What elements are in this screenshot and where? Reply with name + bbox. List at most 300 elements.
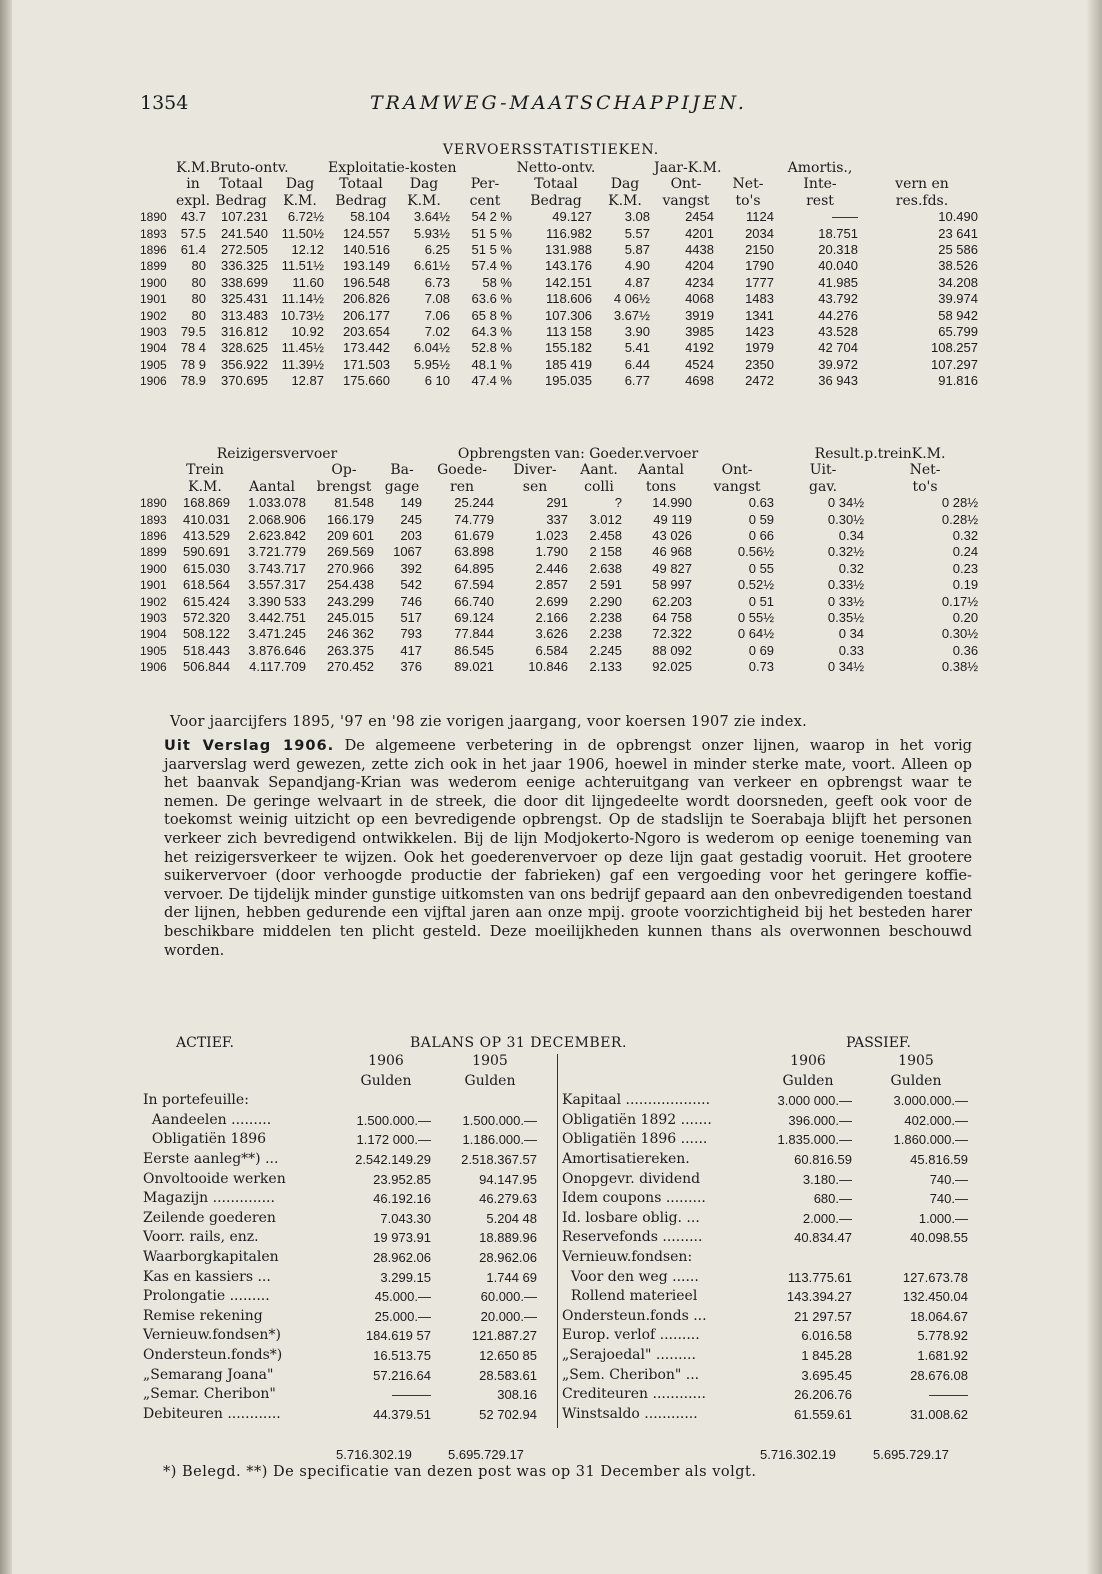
table2-header-cell: Uit-: [809, 462, 837, 479]
table1-cell: 2150: [745, 242, 774, 258]
table1-header-cell: Exploitatie-kosten: [328, 160, 457, 176]
table2-header-cell: Ont-: [721, 462, 753, 479]
table1-cell: 131.988: [545, 242, 592, 258]
table2-header-cell: Diver-: [513, 462, 557, 479]
table1-cell: 6.44: [624, 356, 650, 372]
table2-cell: 0 69: [748, 642, 775, 658]
table1-header-cell: Inte-: [803, 176, 837, 193]
balance-row: [562, 1248, 974, 1268]
balance-row: [562, 1170, 974, 1190]
table1-cell: 206.826: [343, 291, 390, 307]
balance-amount: 21 297.57: [794, 1308, 852, 1324]
balance-item: Prolongatie .........: [143, 1288, 270, 1305]
balance-item: Idem coupons .........: [562, 1190, 706, 1207]
table1-header-cell: [862, 160, 982, 176]
balance-row: [562, 1307, 974, 1327]
balance-amount: 2.542.149.29: [355, 1151, 431, 1167]
balance-item: Kapitaal ...................: [562, 1092, 711, 1109]
table1-cell: 272.505: [221, 242, 268, 258]
table1-cell: 25 586: [938, 242, 978, 258]
table2-cell: 6.584: [535, 642, 569, 658]
table2-cell: 166.179: [327, 511, 375, 527]
balance-item: Magazijn ..............: [143, 1190, 275, 1207]
table2-cell: 149: [400, 495, 423, 511]
balance-amount: 45.000.—: [374, 1289, 431, 1305]
table2-year: 1896: [140, 529, 167, 544]
table1-header-cell: Bruto-ontv.: [210, 160, 289, 176]
unit-label: Gulden: [360, 1072, 412, 1089]
balance-item: Eerste aanleg**) ...: [143, 1150, 279, 1167]
table1-cell: 1790: [745, 258, 774, 274]
table1-cell: 5.57: [624, 225, 650, 241]
balance-amount: 3.695.45: [801, 1367, 852, 1383]
table2-cell: 67.594: [454, 577, 495, 593]
table1-header-row: [140, 160, 982, 176]
table2-cell: 14.990: [652, 495, 693, 511]
table1-cell: 11.50½: [281, 225, 324, 241]
table1-header-cell: res.fds.: [895, 192, 949, 209]
balance-item: Waarborgkapitalen: [143, 1248, 279, 1265]
balance-row: [562, 1209, 974, 1229]
table1-cell: 3919: [685, 307, 714, 323]
table1-cell: 42 704: [818, 340, 858, 356]
table1-cell: 142.151: [545, 274, 592, 290]
table1-row: [140, 242, 982, 258]
table2-group-header: [140, 446, 982, 462]
table1-year: 1896: [140, 243, 167, 258]
balance-amount: 12.650 85: [479, 1347, 537, 1363]
table1-cell: 171.503: [343, 356, 390, 372]
table2-header-cell: Trein: [186, 462, 224, 479]
balance-amount: 16.513.75: [373, 1347, 431, 1363]
table2-header-cell: ren: [450, 478, 475, 495]
table1-header-cell: Net-: [732, 176, 764, 193]
balance-item: „Semarang Joana": [143, 1366, 274, 1383]
table2-cell: 392: [400, 560, 423, 576]
table1-cell: 4234: [685, 274, 714, 290]
table1-cell: 195.035: [545, 373, 592, 389]
table2-year: 1900: [140, 561, 167, 576]
report-paragraph: [164, 737, 972, 960]
group-result: Result.p.treinK.M.: [814, 446, 946, 462]
balance-row: [143, 1385, 543, 1405]
table1-cell: 12.12: [291, 242, 324, 258]
balance-amount: 1.186.000.—: [462, 1132, 537, 1148]
table1-header-cell: K.M.: [283, 192, 317, 209]
table1-cell: 6.73: [424, 274, 450, 290]
table1-cell: 316.812: [221, 324, 268, 340]
total-passief-1905: 5.695.729.17: [873, 1447, 949, 1462]
table1-cell: 3985: [685, 324, 714, 340]
table1-header-cell: cent: [469, 192, 501, 209]
balance-title: BALANS OP 31 DECEMBER.: [410, 1035, 627, 1051]
balance-amount: 60.000.—: [480, 1289, 537, 1305]
table2-cell: 0 34½: [827, 495, 865, 511]
table2-cell: 270.966: [327, 560, 375, 576]
balance-amount: 680.—: [813, 1191, 852, 1207]
table1-header-cell: K.M.: [608, 192, 642, 209]
table1-cell: 47.4 %: [471, 373, 512, 389]
balance-passief: [562, 1052, 974, 1424]
table1-cell: 57.5: [180, 225, 206, 241]
table2-year: 1904: [140, 627, 167, 642]
table2-row: [140, 495, 982, 511]
balance-item: Voor den weg ......: [562, 1268, 699, 1285]
balance-amount: 402.000.—: [904, 1112, 968, 1128]
balance-amount: 127.673.78: [902, 1269, 968, 1285]
table1-cell: 370.695: [221, 373, 268, 389]
table2-header-cell: Ba-: [390, 462, 414, 479]
balance-item: Remise rekening: [143, 1307, 263, 1324]
balance-row: [562, 1228, 974, 1248]
balance-row: [143, 1326, 543, 1346]
balance-amount: 19 973.91: [373, 1230, 431, 1246]
table2-header-cell: [140, 462, 176, 478]
table1-cell: 51 5 %: [471, 242, 512, 258]
table2-cell: 0 66: [748, 528, 775, 544]
balance-item: In portefeuille:: [143, 1092, 249, 1109]
balance-amount: 2.000.—: [802, 1210, 852, 1226]
running-title: TRAMWEG-MAATSCHAPPIJEN.: [370, 92, 747, 114]
balance-amount: 1.744 69: [486, 1269, 537, 1285]
balance-amount: 2.518.367.57: [461, 1151, 537, 1167]
table2-cell: 243.299: [327, 593, 375, 609]
balance-row: [562, 1130, 974, 1150]
year-1905: 1905: [898, 1053, 934, 1069]
table2-cell: 0.34: [838, 528, 865, 544]
balance-row: [562, 1150, 974, 1170]
table2-cell: 2.638: [589, 560, 623, 576]
balance-amount: 5.204 48: [486, 1210, 537, 1226]
table1-header-cell: Netto-ontv.: [516, 160, 596, 176]
table2-cell: ?: [614, 495, 623, 511]
table1-cell: 5.93½: [413, 225, 450, 241]
table2-cell: 49 119: [653, 511, 693, 527]
table2-cell: 69.124: [454, 610, 495, 626]
table2-row: [140, 544, 982, 560]
balance-amount: 1.000.—: [918, 1210, 968, 1226]
table1-cell: 6.25: [424, 242, 450, 258]
balance-amount: 3.000.000.—: [893, 1093, 968, 1109]
balance-amount: 143.394.27: [786, 1289, 852, 1305]
table1-header-cell: [718, 160, 778, 176]
balance-amount: 23.952.85: [373, 1171, 431, 1187]
table2-year: 1901: [140, 578, 167, 593]
table1-cell: 78 9: [180, 356, 206, 372]
table2-cell: 0.35½: [827, 610, 865, 626]
table1-cell: 18.751: [818, 225, 858, 241]
table2-cell: 3.390 533: [248, 593, 306, 609]
table2-header-cell: Aant.: [580, 462, 618, 479]
balance-item: Id. losbare oblig. ...: [562, 1209, 700, 1226]
table2-cell: 2.238: [589, 626, 623, 642]
table2-cell: 518.443: [183, 642, 230, 658]
table2-cell: 0.19: [952, 577, 979, 593]
table2-cell: 0.32½: [827, 544, 865, 560]
balance-amount: 46.192.16: [373, 1191, 431, 1207]
balance-amount: 57.216.64: [373, 1367, 431, 1383]
group-opbrengsten: Opbrengsten van: Goeder.vervoer: [457, 446, 699, 462]
table1-cell: 49.127: [552, 209, 592, 225]
table1-header-cell: Amortis.,: [787, 160, 853, 176]
balance-amount: 1 845.28: [801, 1347, 852, 1363]
table1-cell: 57.4 %: [471, 258, 512, 274]
balance-item: Winstsaldo ............: [562, 1405, 698, 1422]
table1-header-cell: [140, 193, 176, 209]
table1-cell: 6.72½: [287, 209, 324, 225]
table1-cell: 3.08: [624, 209, 650, 225]
table1-cell: 34.208: [938, 274, 978, 290]
footnote: *) Belegd. **) De specificatie van dezen post was op 31 December als volgt.: [163, 1464, 757, 1480]
table1-cell: 113 158: [545, 324, 592, 340]
balance-row: [143, 1405, 543, 1425]
table2-cell: 3.557.317: [248, 577, 306, 593]
table1-row: [140, 258, 982, 274]
balance-amount: 94.147.95: [479, 1171, 537, 1187]
table2-header-cell: brengst: [316, 478, 372, 495]
table2-cell: 508.122: [183, 626, 230, 642]
table1-cell: 2472: [745, 373, 774, 389]
table1-year: 1899: [140, 259, 167, 274]
balance-row: [143, 1091, 543, 1111]
table1-cell: 116.982: [545, 225, 592, 241]
balance-item: Vernieuw.fondsen*): [143, 1327, 281, 1344]
table1-cell: 20.318: [818, 242, 858, 258]
table2-cell: 2.446: [535, 560, 569, 576]
balance-item: Aandeelen .........: [143, 1111, 272, 1128]
table2-cell: 615.424: [183, 593, 230, 609]
table2-cell: 88 092: [652, 642, 693, 658]
table2-row: [140, 659, 982, 675]
table2-cell: 0 55½: [737, 610, 775, 626]
table1-cell: 4204: [685, 258, 714, 274]
balance-item: Kas en kassiers ...: [143, 1268, 271, 1285]
table2-cell: 0.30½: [941, 626, 979, 642]
table1-year: 1904: [140, 341, 167, 356]
table2-cell: 506.844: [183, 659, 230, 675]
table1-cell: 65 8 %: [471, 307, 512, 323]
table1-cell: 193.149: [343, 258, 390, 274]
balance-amount: 40.834.47: [794, 1230, 852, 1246]
table1-cell: 11.51½: [281, 258, 324, 274]
table1-cell: 61.4: [180, 242, 206, 258]
table1-cell: 39.974: [938, 291, 978, 307]
table1-header-cell: Totaal: [339, 176, 383, 193]
table1-header-cell: vangst: [662, 192, 710, 209]
table2-year: 1903: [140, 611, 167, 626]
table1-cell: 3.67½: [613, 307, 650, 323]
table2-cell: 3.012: [589, 511, 623, 527]
table2-cell: 89.021: [454, 659, 495, 675]
balance-row: [143, 1268, 543, 1288]
table2-cell: 376: [400, 659, 423, 675]
table2-cell: 3.721.779: [248, 544, 306, 560]
table2-cell: 0.63: [748, 495, 775, 511]
table1-cell: 44.276: [818, 307, 858, 323]
table1-cell: 11.39½: [281, 356, 324, 372]
table1-header-cell: Bedrag: [215, 192, 267, 209]
table1-cell: 3.90: [624, 324, 650, 340]
table2-cell: 1.790: [535, 544, 569, 560]
balance-amount: 1.835.000.—: [777, 1132, 852, 1148]
table1-cell: 10.92: [291, 324, 324, 340]
table1-cell: 58 %: [482, 274, 512, 290]
table2-cell: 64 758: [652, 610, 693, 626]
balance-amount: 18.889.96: [479, 1230, 537, 1246]
table1-year: 1893: [140, 226, 167, 241]
balance-row: [143, 1346, 543, 1366]
table1-header-cell: rest: [806, 192, 834, 209]
table2-year: 1905: [140, 643, 167, 658]
unit-row: [562, 1072, 974, 1092]
balance-row: [143, 1209, 543, 1229]
table1-cell: 4698: [685, 373, 714, 389]
table1-year: 1903: [140, 325, 167, 340]
group-reizigers: Reizigersvervoer: [216, 446, 338, 462]
table2-cell: 61.679: [454, 528, 495, 544]
table1-cell: 64.3 %: [471, 324, 512, 340]
balance-row: [143, 1287, 543, 1307]
table2-cell: 2.857: [535, 577, 569, 593]
table2-cell: 0.30½: [827, 511, 865, 527]
table2-cell: 2.238: [589, 610, 623, 626]
table1-cell: 140.516: [343, 242, 390, 258]
table2-year: 1899: [140, 545, 167, 560]
table2-header-cell: to's: [912, 478, 938, 495]
table1-cell: 38.526: [938, 258, 978, 274]
table1-row: [140, 340, 982, 356]
table1-cell: 3.64½: [413, 209, 450, 225]
table2-header-cell: gage: [384, 478, 420, 495]
balance-item: Zeilende goederen: [143, 1209, 276, 1226]
year-1905: 1905: [472, 1053, 508, 1069]
table1-row: [140, 226, 982, 242]
table1-year: 1890: [140, 210, 167, 225]
balance-amount: 6.016.58: [801, 1328, 852, 1344]
balance-row: [562, 1189, 974, 1209]
balance-amount: 132.450.04: [902, 1289, 968, 1305]
table2-cell: 417: [400, 642, 423, 658]
table2-cell: 2.166: [535, 610, 569, 626]
table1-cell: 185 419: [545, 356, 592, 372]
table1-cell: 51 5 %: [471, 225, 512, 241]
table1-cell: 52.8 %: [471, 340, 512, 356]
balance-amount: 396.000.—: [788, 1112, 852, 1128]
table1-cell: 2034: [745, 225, 774, 241]
balance-amount: 28.583.61: [479, 1367, 537, 1383]
table2-cell: 0.28½: [941, 511, 979, 527]
balance-amount: 18.064.67: [910, 1308, 968, 1324]
table2-cell: 0.33: [838, 642, 865, 658]
table2-row: [140, 626, 982, 642]
table2-cell: 0.52½: [737, 577, 775, 593]
table2-cell: 0.32: [838, 560, 865, 576]
year-row: [143, 1052, 543, 1072]
table2-header-row: [140, 462, 982, 478]
balance-amount: 60.816.59: [794, 1151, 852, 1167]
table1-cell: 54 2 %: [471, 209, 512, 225]
table1-cell: 4524: [685, 356, 714, 372]
table2-header-cell: Aantal: [249, 478, 295, 495]
balance-row: [143, 1366, 543, 1386]
report-lead: Uit Verslag 1906.: [164, 737, 335, 754]
balance-item: Rollend materieel: [562, 1288, 698, 1305]
table2-cell: 746: [400, 593, 423, 609]
balance-row: [143, 1170, 543, 1190]
table2-cell: 245: [400, 511, 423, 527]
balance-item: Onvoltooide werken: [143, 1170, 286, 1187]
table1-cell: 43.792: [818, 291, 858, 307]
table2-header-cell: gav.: [809, 478, 838, 495]
table2-header-row: [140, 479, 982, 495]
table1-cell: 5.87: [624, 242, 650, 258]
table2-cell: 0 55: [748, 560, 775, 576]
table1-cell: 4.87: [624, 274, 650, 290]
balance-row: [562, 1346, 974, 1366]
table1-cell: 356.922: [221, 356, 268, 372]
unit-label: Gulden: [782, 1072, 834, 1089]
table1-cell: 79.5: [180, 324, 206, 340]
table1-header-cell: Totaal: [219, 176, 263, 193]
balance-item: Crediteuren ............: [562, 1386, 706, 1403]
passief-label: PASSIEF.: [846, 1035, 911, 1051]
table1-cell: 124.557: [343, 225, 390, 241]
table2-cell: 270.452: [327, 659, 375, 675]
table2-cell: 168.869: [183, 495, 230, 511]
table1-cell: 7.08: [424, 291, 450, 307]
table1-cell: 1341: [745, 307, 774, 323]
balance-amount: 1.860.000.—: [893, 1132, 968, 1148]
table1-header-cell: Bedrag: [530, 192, 582, 209]
year-row: [562, 1052, 974, 1072]
balance-amount: 3.000 000.—: [777, 1093, 852, 1109]
table2-row: [140, 561, 982, 577]
table1-cell: 11.14½: [281, 291, 324, 307]
balance-amount: 121.887.27: [471, 1328, 537, 1344]
page-edge-shadow: [1086, 0, 1102, 1574]
balance-amount: 3.180.—: [802, 1171, 852, 1187]
table2-cell: 0.36: [952, 642, 979, 658]
balance-amount: [437, 1091, 543, 1111]
table1-cell: 63.6 %: [471, 291, 512, 307]
unit-label: Gulden: [890, 1072, 942, 1089]
balance-amount: 184.619 57: [365, 1328, 431, 1344]
table1-cell: 10.490: [938, 209, 978, 225]
year-1906: 1906: [368, 1053, 404, 1069]
table2-header-cell: tons: [645, 478, 677, 495]
table1-row: [140, 209, 982, 225]
balance-amount: 5.778.92: [917, 1328, 968, 1344]
table2-cell: 2.458: [589, 528, 623, 544]
table1-cell: 107.297: [931, 356, 978, 372]
table2-header-cell: Net-: [909, 462, 941, 479]
total-actief-1905: 5.695.729.17: [448, 1447, 524, 1462]
table1-cell: 58.104: [350, 209, 390, 225]
table2-row: [140, 528, 982, 544]
table1-header-row: [140, 193, 982, 209]
table1-row: [140, 291, 982, 307]
table1-cell: 7.06: [424, 307, 450, 323]
table1-header-cell: Dag: [610, 176, 640, 193]
balance-item: Onopgevr. dividend: [562, 1170, 701, 1187]
table1-header-cell: [140, 160, 176, 176]
table1-header-row: [140, 176, 982, 192]
table1-header-cell: Dag: [285, 176, 315, 193]
balance-amount: 28.962.06: [479, 1249, 537, 1265]
balance-item: Obligatiën 1896 ......: [562, 1131, 708, 1148]
table2-year: 1893: [140, 512, 167, 527]
table1-cell: 155.182: [545, 340, 592, 356]
